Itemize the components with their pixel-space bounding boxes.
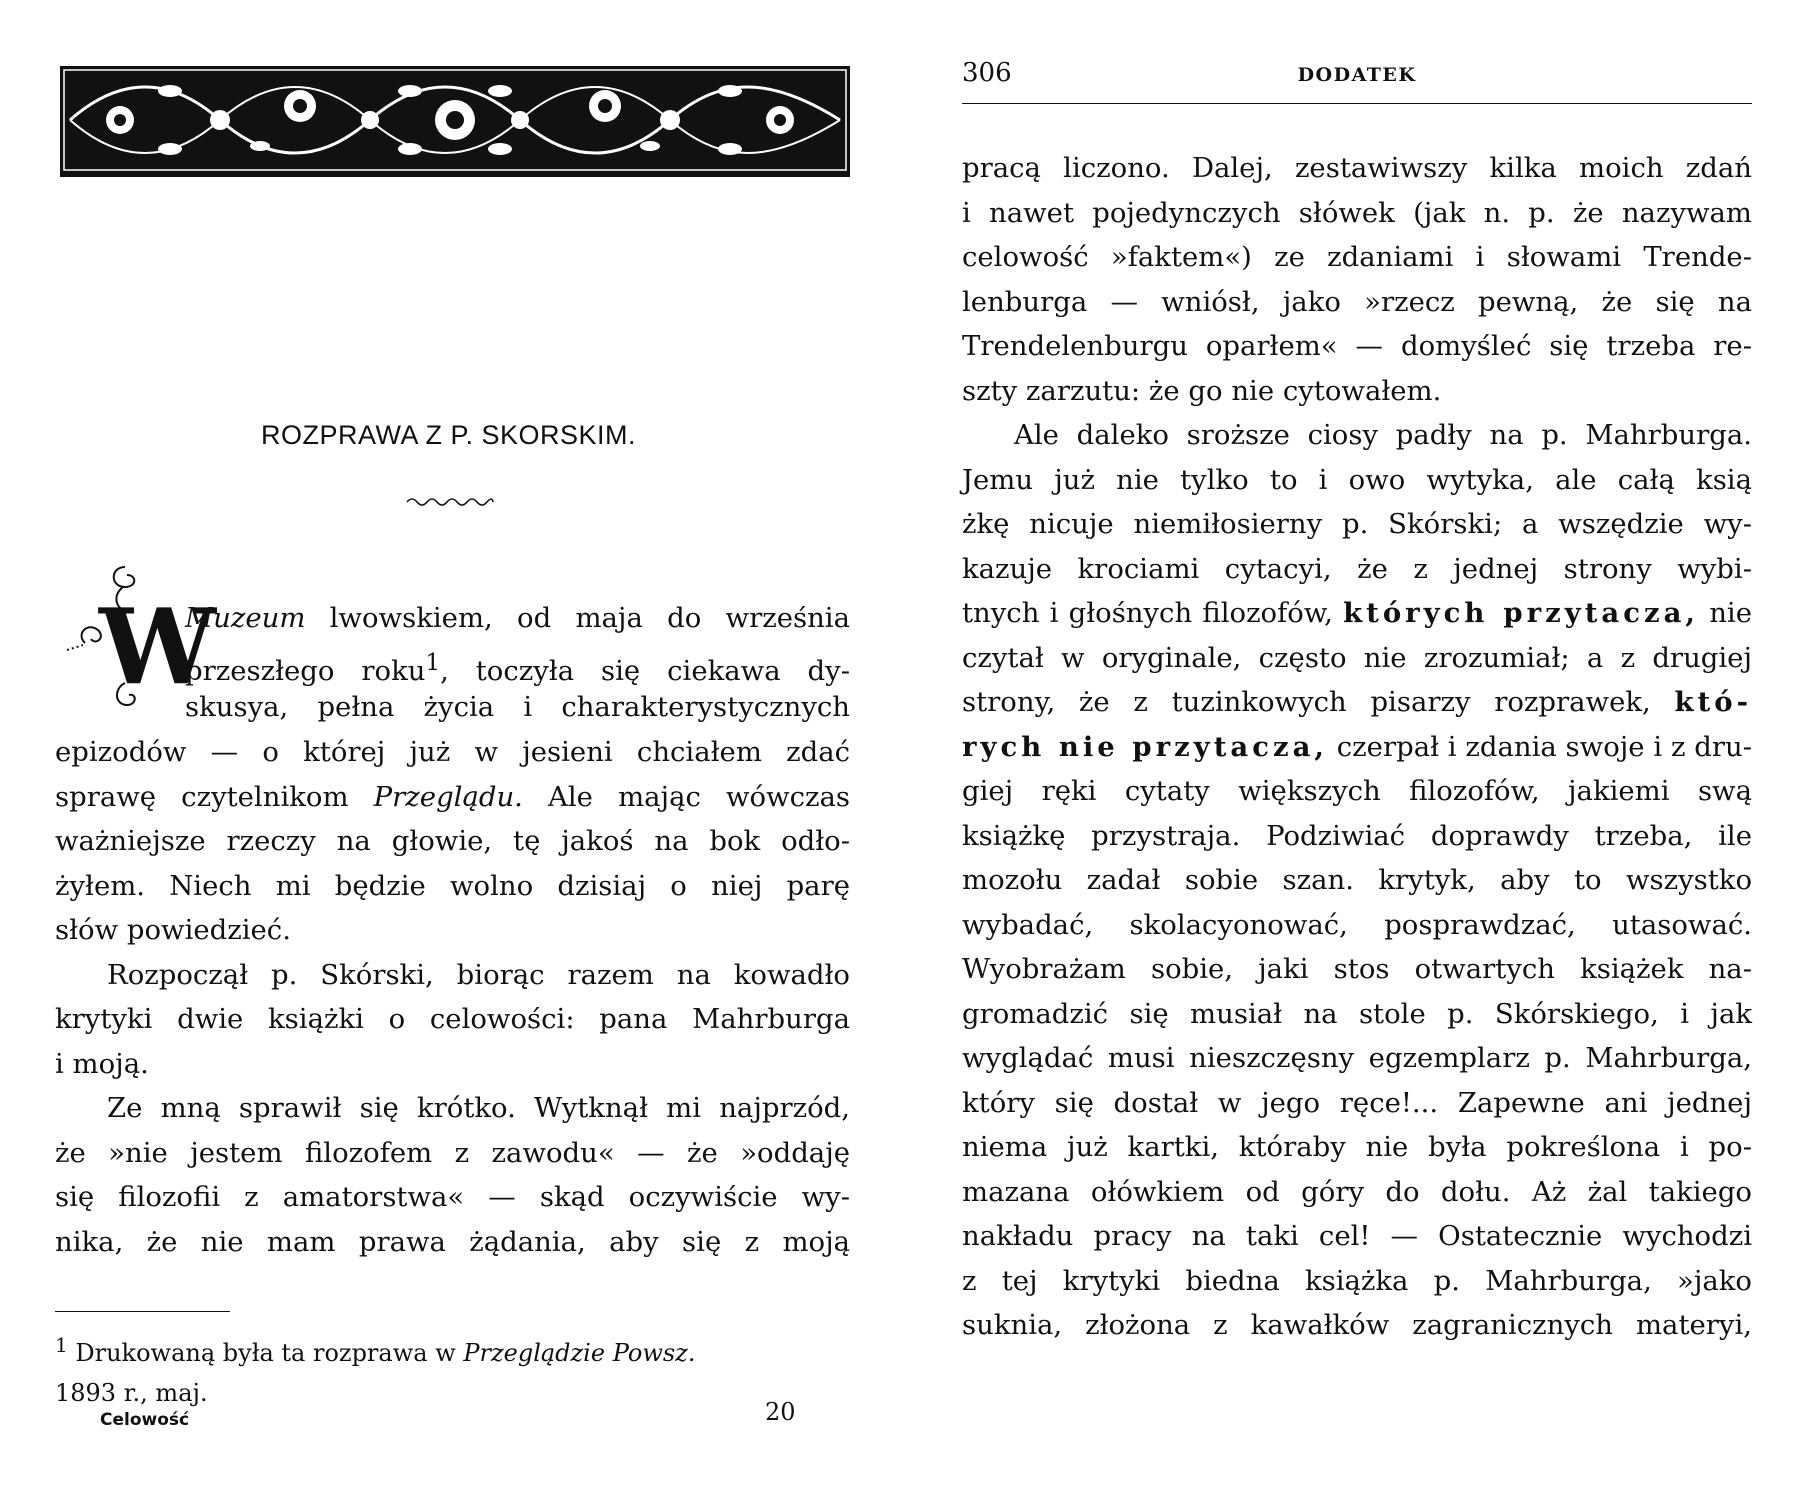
text-run: rych nie przytacza, xyxy=(962,730,1328,763)
text-run: i moją. xyxy=(55,1047,149,1080)
text-run: epizodów — o której już w jesieni chciałem zdać xyxy=(55,736,850,768)
text-run: giej ręki cytaty większych filozofów, jakiemi swą xyxy=(962,775,1752,807)
running-head-title: DODATEK xyxy=(1297,64,1417,86)
text-run: przeszłego roku xyxy=(185,654,426,687)
text-run: lwowskiem, od maja do września xyxy=(305,602,850,634)
text-line xyxy=(55,997,850,1042)
text-run: Ale daleko sroższe ciosy padły na p. Mahrburga. xyxy=(1014,419,1752,451)
text-run: i nawet pojedynczych słówek (jak n. p. że nazywam xyxy=(962,196,1752,229)
text-line xyxy=(55,953,850,998)
text-run: ważniejsze rzeczy na głowie, tę jakoś na bok odło- xyxy=(55,825,850,857)
text-line xyxy=(962,1036,1752,1081)
text-line xyxy=(962,636,1752,681)
text-run: celowość »faktem«) ze zdaniami i słowami Trende- xyxy=(962,241,1752,273)
text-run: nika, że nie mam prawa żądania, aby się z moją xyxy=(55,1225,850,1258)
text-line xyxy=(962,903,1752,948)
right-body-text xyxy=(962,146,1752,1348)
text-line xyxy=(962,1214,1752,1259)
text-line xyxy=(962,413,1752,458)
text-run: wyglądać musi nieszczęsny egzemplarz p. Mahrburga, xyxy=(962,1042,1752,1074)
text-line xyxy=(962,547,1752,592)
text-line xyxy=(962,814,1752,859)
text-run: krytyki dwie książki o celowości: pana Mahrburga xyxy=(55,1003,850,1035)
text-line xyxy=(55,1131,850,1176)
text-run: lenburga — wniósł, jako »rzecz pewną, że się na xyxy=(962,285,1752,318)
text-run: nakładu pracy na taki cel! — Ostatecznie wychodzi xyxy=(962,1220,1752,1252)
left-body-text xyxy=(55,730,850,1264)
text-line xyxy=(185,641,850,686)
text-run: strony, że z tuzinkowych pisarzy rozprawek, xyxy=(962,686,1675,718)
text-run: żkę nicuje niemiłosierny p. Skórski; a wszędzie wy- xyxy=(962,508,1752,540)
text-line xyxy=(962,858,1752,903)
text-run: książkę przystraja. Podziwiać doprawdy trzeba, ile xyxy=(962,819,1752,852)
text-line xyxy=(55,864,850,909)
text-line xyxy=(962,992,1752,1037)
text-run: 1 xyxy=(55,1333,68,1357)
text-run: niema już kartki, któraby nie była pokreślona i po- xyxy=(962,1131,1752,1163)
text-run: Jemu już nie tylko to i owo wytyka, ale całą ksią xyxy=(962,463,1752,496)
text-run: Muzeum xyxy=(185,602,306,634)
text-run: szty zarzutu: że go nie cytowałem. xyxy=(962,374,1442,407)
text-run: że »nie jestem filozofem z zawodu« — że »oddaję xyxy=(55,1136,850,1169)
text-run: Trendelenburgu oparłem« — domyśleć się trzeba re- xyxy=(962,330,1752,362)
text-line xyxy=(185,596,850,641)
left-opening-paragraph xyxy=(185,596,850,730)
text-line xyxy=(962,769,1752,814)
text-line xyxy=(962,1170,1752,1215)
text-line xyxy=(55,1175,850,1220)
text-line xyxy=(962,369,1752,414)
text-line xyxy=(962,1125,1752,1170)
text-line xyxy=(962,324,1752,369)
text-line xyxy=(962,191,1752,236)
footnote-divider xyxy=(55,1311,230,1312)
text-line xyxy=(962,502,1752,547)
text-run: mazana ołówkiem od góry do dołu. Aż żal takiego xyxy=(962,1175,1752,1208)
text-line xyxy=(962,280,1752,325)
text-run: Wyobrażam sobie, jaki stos otwartych książek na- xyxy=(962,953,1752,985)
text-line xyxy=(962,947,1752,992)
signature-mark: Celowość xyxy=(100,1410,190,1430)
text-run: tnych i głośnych filozofów, xyxy=(962,597,1344,629)
header-rule xyxy=(962,103,1752,104)
text-line xyxy=(55,819,850,864)
text-line xyxy=(55,1220,850,1265)
text-run: któ- xyxy=(1674,686,1752,718)
chapter-title: ROZPRAWA Z P. SKORSKIM. xyxy=(260,420,637,450)
text-line xyxy=(55,1325,850,1373)
page-number: 306 xyxy=(962,58,1012,88)
text-run: Ze mną sprawił się krótko. Wytknął mi najprzód, xyxy=(107,1092,850,1124)
text-line xyxy=(55,1042,850,1087)
text-line xyxy=(55,1086,850,1131)
running-head xyxy=(962,58,1752,98)
text-run: Ale mając wówczas xyxy=(522,780,851,813)
text-line xyxy=(962,591,1752,636)
text-run: kazuje krociami cytacyi, że z jednej strony wybi- xyxy=(962,552,1752,585)
text-run: Rozpoczął p. Skórski, biorąc razem na kowadło xyxy=(107,958,850,991)
drop-cap-initial xyxy=(65,555,216,720)
text-run: których przytacza, xyxy=(1343,597,1700,629)
text-line xyxy=(962,725,1752,770)
text-line xyxy=(962,1259,1752,1304)
text-line xyxy=(962,458,1752,503)
footnote xyxy=(55,1325,850,1413)
decorative-squiggle xyxy=(405,495,495,509)
text-line xyxy=(55,730,850,775)
text-run: mozołu zadał sobie szan. krytyk, aby to wszystko xyxy=(962,864,1752,896)
text-line xyxy=(962,146,1752,191)
text-line xyxy=(962,1081,1752,1126)
svg-text:W: W xyxy=(99,585,216,708)
text-line xyxy=(962,235,1752,280)
text-run: Drukowaną była ta rozprawa w xyxy=(67,1339,464,1367)
text-run: który się dostał w jego ręce!... Zapewne ani jednej xyxy=(962,1086,1752,1119)
text-run: pracą liczono. Dalej, zestawiwszy kilka moich zdań xyxy=(962,152,1752,184)
text-run: żyłem. Niech mi będzie wolno dzisiaj o niej parę xyxy=(55,869,850,902)
text-run: z tej krytyki biedna książka p. Mahrburga, »jako xyxy=(962,1264,1752,1297)
text-run: Przeglądzie Powsz. xyxy=(463,1339,696,1367)
text-line xyxy=(55,1373,850,1413)
text-run: czerpał i zdania swoje i z dru- xyxy=(1327,730,1752,763)
text-line xyxy=(185,685,850,730)
text-line xyxy=(962,1303,1752,1348)
text-run: , toczyła się ciekawa dy- xyxy=(440,654,850,687)
text-line xyxy=(962,680,1752,725)
text-run: Przeglądu. xyxy=(373,780,523,813)
text-run: sprawę czytelnikom xyxy=(55,780,374,813)
text-run: słów powiedzieć. xyxy=(55,914,291,946)
text-line xyxy=(55,775,850,820)
page-number: 20 xyxy=(765,1398,796,1426)
text-run: nie xyxy=(1699,597,1753,629)
right-page xyxy=(897,0,1794,1500)
text-run: 1893 r., maj. xyxy=(55,1379,208,1407)
decorative-header-ornament xyxy=(60,66,850,177)
text-run: suknia, złożona z kawałków zagranicznych materyi, xyxy=(962,1309,1752,1341)
text-run: się filozofii z amatorstwa« — skąd oczywiście wy- xyxy=(55,1181,850,1213)
text-line xyxy=(55,908,850,953)
text-run: wybadać, skolacyonować, posprawdzać, utasować. xyxy=(962,908,1752,941)
text-run: 1 xyxy=(425,649,441,676)
text-run: skusya, pełna życia i charakterystycznych xyxy=(185,691,850,723)
text-run: czytał w oryginale, często nie zrozumiał; a z drugiej xyxy=(962,641,1752,674)
text-run: gromadzić się musiał na stole p. Skórskiego, i jak xyxy=(962,997,1752,1030)
